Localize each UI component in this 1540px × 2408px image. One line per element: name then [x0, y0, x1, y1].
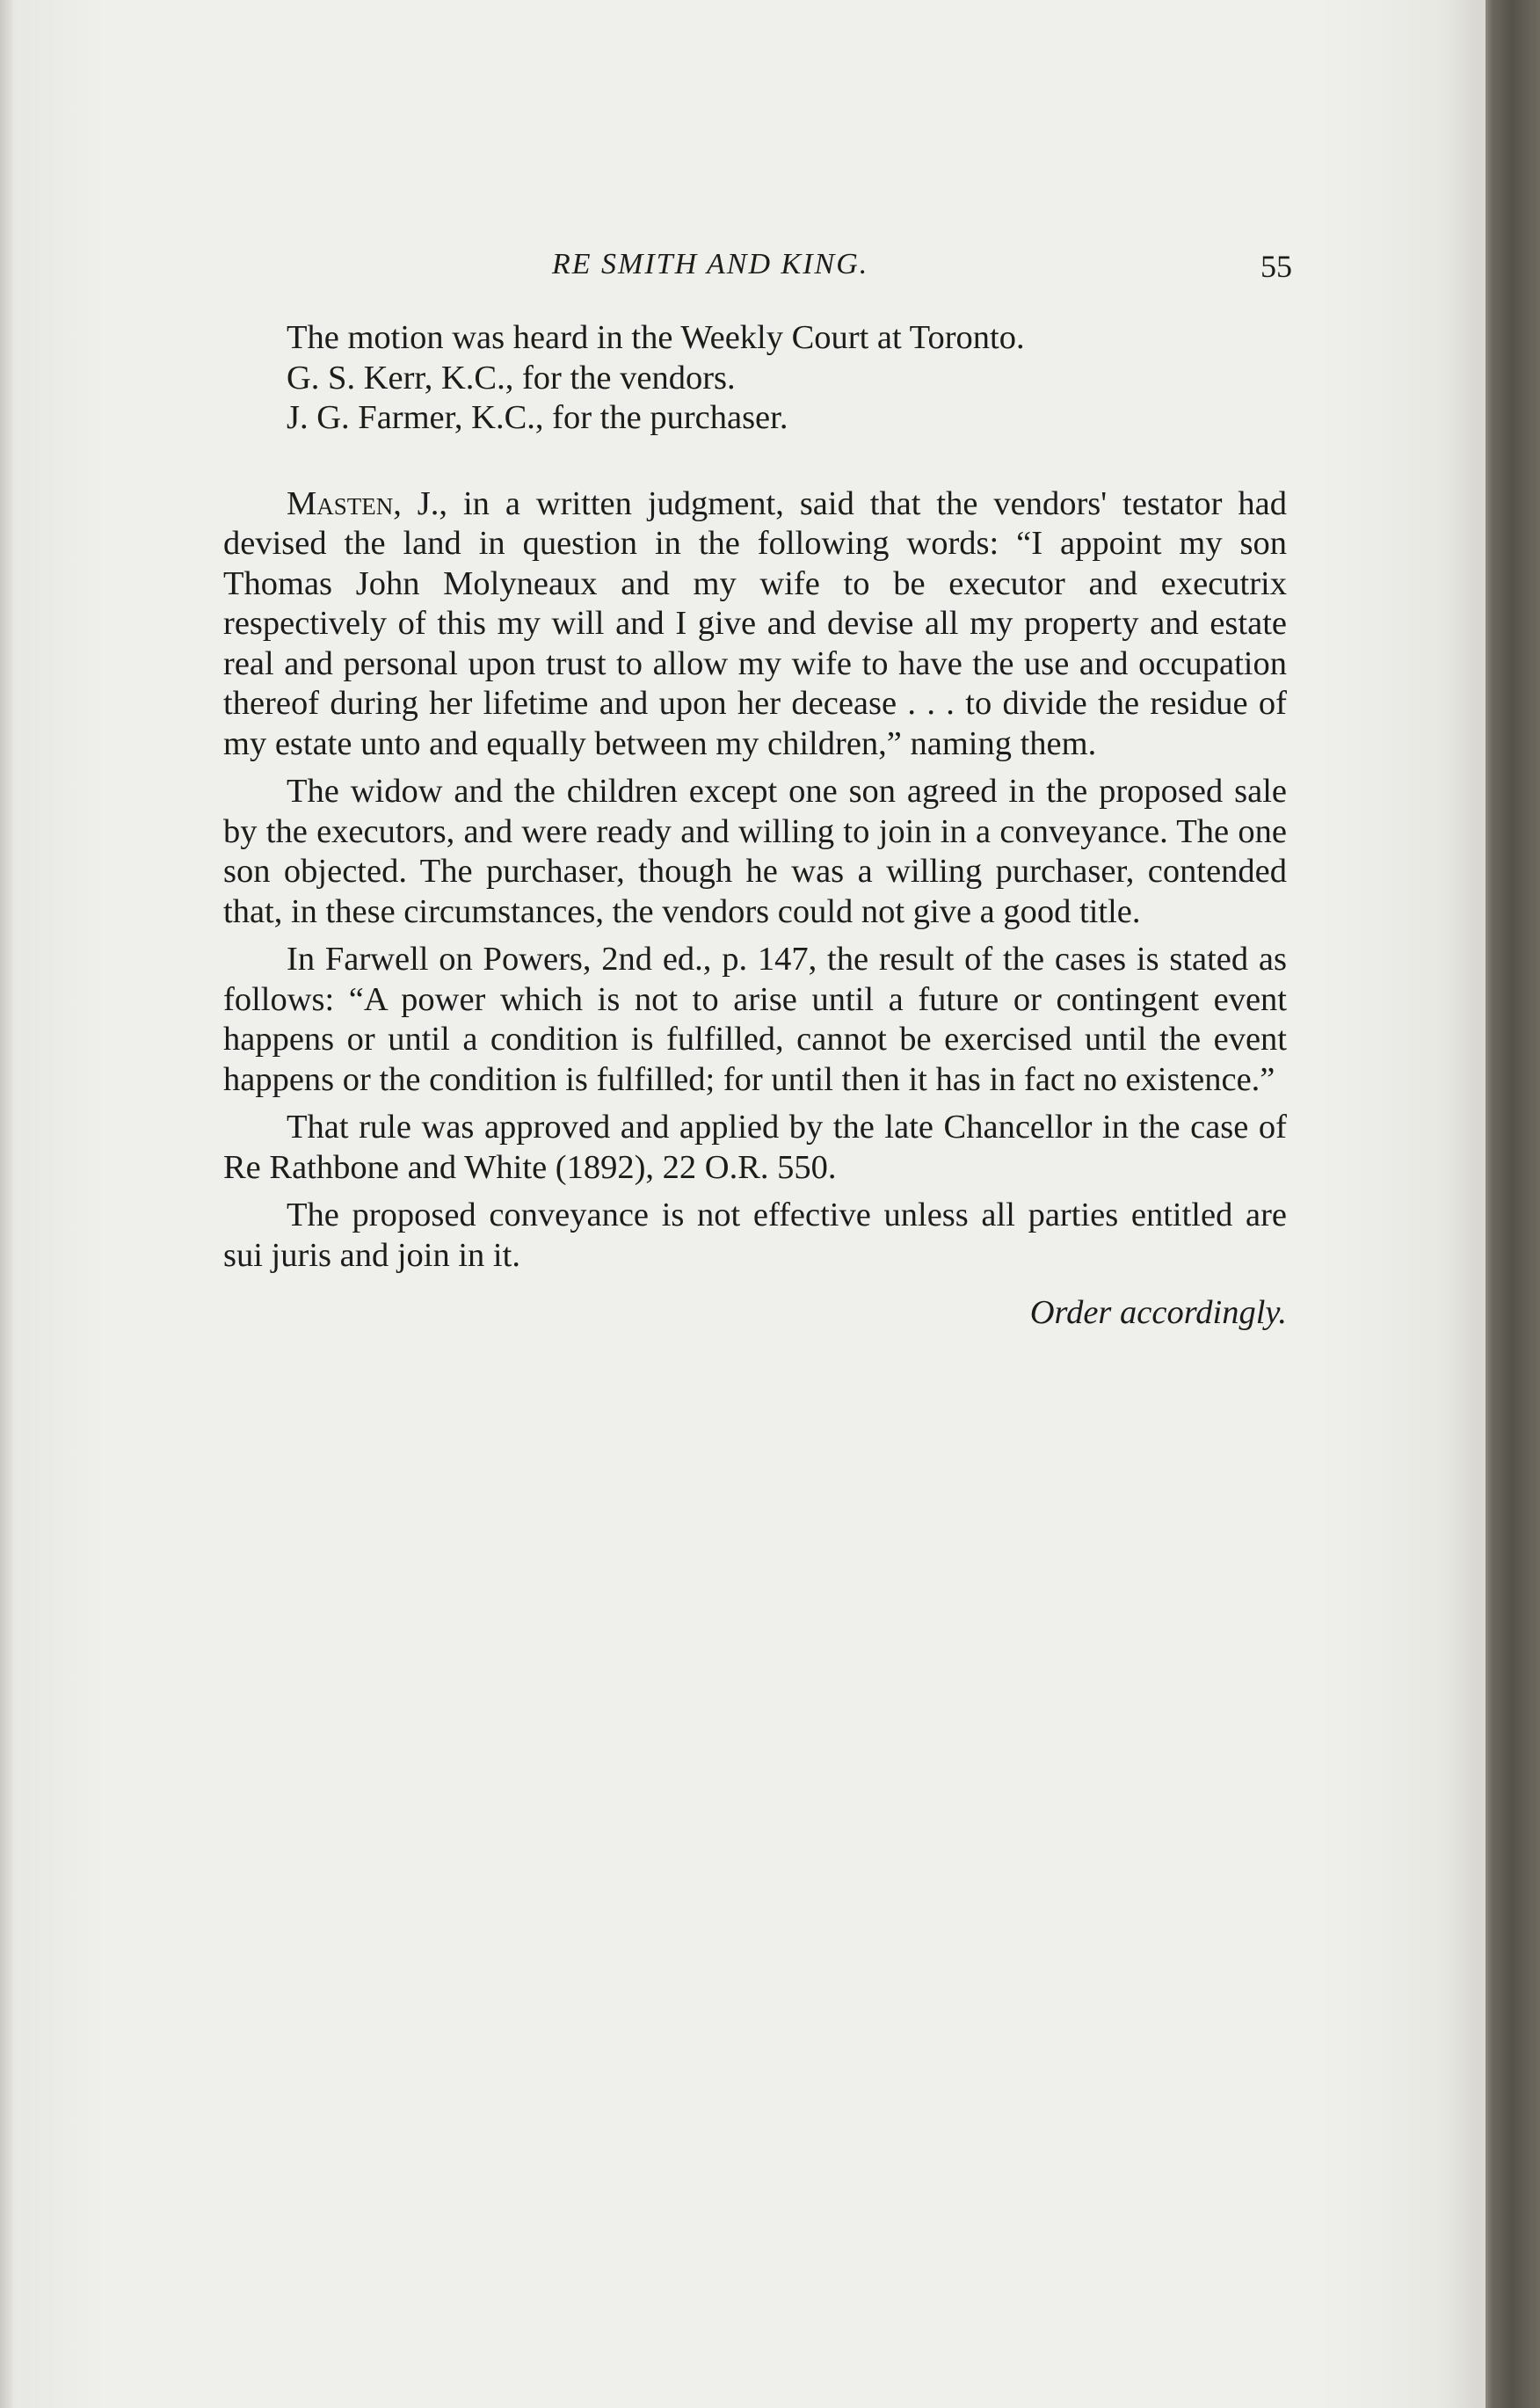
judgment-paragraph-2: The widow and the children except one son agreed in the proposed sale by the executors, and were ready and willing to join in a conveyance. The one son objected. The purchaser, though he was a willing purchaser, contended that, in these circumstances, the vendors could not give a good title.: [223, 773, 1287, 930]
judgment-paragraph-3: In Farwell on Powers, 2nd ed., p. 147, the result of the cases is stated as follows: “A power which is not to arise until a future or contingent event happens or until a condition is fulfilled, cannot be exercised until the event happens or the condition is fulfilled; for until then it has in fact no existence.”: [223, 941, 1287, 1098]
page-header: [220, 243, 1292, 295]
judgment-paragraph-1-text: , J., in a written judgment, said that the vendors' testator had devised the land in question in the following words: “I appoint my son Thomas John Molyneaux and my wife to be executor and executrix respectively of this my will and I give and devise all my property and estate real and personal upon trust to allow my wife to have the use and occupation thereof during her lifetime and upon her decease . . . to divide the residue of my estate unto and equally between my children,” naming them.: [223, 484, 1287, 762]
judgment-paragraph-1: [223, 484, 1287, 765]
page-left-edge: [0, 0, 12, 2408]
book-spine-edge: [1486, 0, 1540, 2408]
judgment-paragraph-5: The proposed conveyance is not effective unless all parties entitled are sui juris and join in it.: [223, 1197, 1287, 1274]
body-text: [223, 318, 1287, 1334]
judge-name: Masten: [287, 484, 394, 522]
counsel-vendors: G. S. Kerr, K.C., for the vendors.: [287, 359, 736, 396]
running-head: RE SMITH AND KING.: [552, 248, 869, 280]
counsel-purchaser: J. G. Farmer, K.C., for the purchaser.: [287, 399, 788, 436]
page-number: 55: [1260, 249, 1292, 284]
judgment-paragraph-4: That rule was approved and applied by the late Chancellor in the case of Re Rathbone and White (1892), 22 O.R. 550.: [223, 1109, 1287, 1186]
order-line: Order accordingly.: [1029, 1294, 1287, 1331]
hearing-line: The motion was heard in the Weekly Court at Toronto.: [287, 319, 1025, 356]
